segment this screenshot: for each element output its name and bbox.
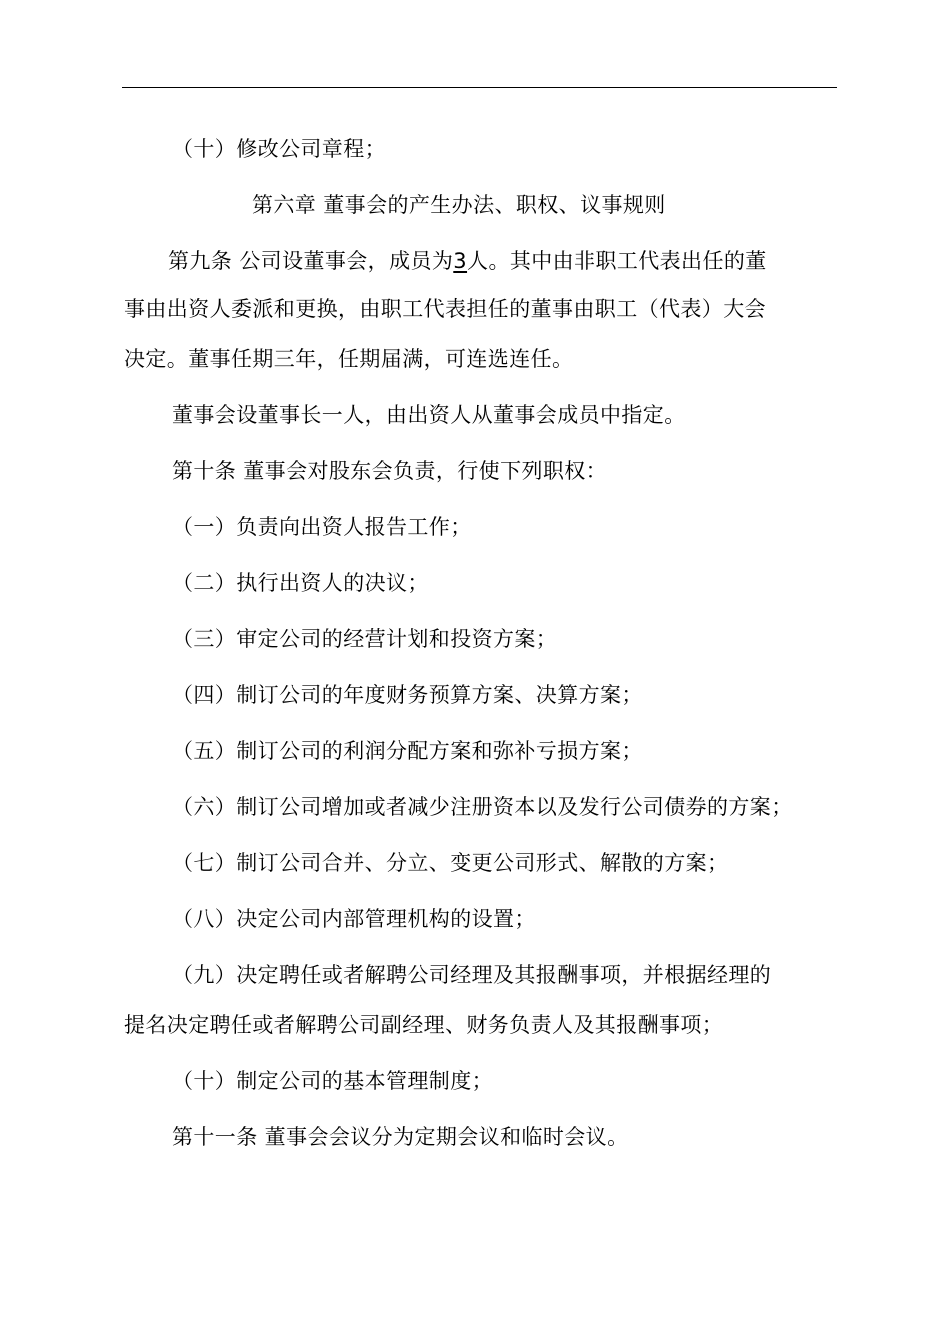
text-line: 董事会设董事长一人，由出资人从董事会成员中指定。 [172, 403, 686, 427]
article-9-line-1 [168, 251, 767, 272]
list-item: （三）审定公司的经营计划和投资方案； [172, 627, 558, 651]
text-line: 决定。董事任期三年，任期届满，可连选连任。 [124, 347, 574, 371]
article-9-text-a: 第九条 公司设董事会，成员为 [168, 249, 454, 273]
chapter-heading: 第六章 董事会的产生办法、职权、议事规则 [252, 193, 666, 217]
article-9-text-b: 人。其中由非职工代表出任的董 [467, 249, 767, 273]
header-rule [122, 87, 837, 88]
list-item: （五）制订公司的利润分配方案和弥补亏损方案； [172, 739, 643, 763]
article-11-heading: 第十一条 董事会会议分为定期会议和临时会议。 [172, 1125, 629, 1149]
article-10-heading: 第十条 董事会对股东会负责，行使下列职权： [172, 459, 608, 483]
list-item: （一）负责向出资人报告工作； [172, 515, 472, 539]
list-item: （八）决定公司内部管理机构的设置； [172, 907, 536, 931]
list-item-continuation: 提名决定聘任或者解聘公司副经理、财务负责人及其报酬事项； [124, 1013, 724, 1037]
text-line: （十）修改公司章程； [172, 137, 386, 161]
member-count: 3 [453, 249, 468, 273]
list-item: （六）制订公司增加或者减少注册资本以及发行公司债券的方案； [172, 795, 793, 819]
text-line: 事由出资人委派和更换，由职工代表担任的董事由职工（代表）大会 [124, 297, 766, 321]
list-item: （十）制定公司的基本管理制度； [172, 1069, 493, 1093]
list-item: （七）制订公司合并、分立、变更公司形式、解散的方案； [172, 851, 729, 875]
list-item: （二）执行出资人的决议； [172, 571, 429, 595]
list-item: （四）制订公司的年度财务预算方案、决算方案； [172, 683, 643, 707]
list-item: （九）决定聘任或者解聘公司经理及其报酬事项，并根据经理的 [172, 963, 772, 987]
